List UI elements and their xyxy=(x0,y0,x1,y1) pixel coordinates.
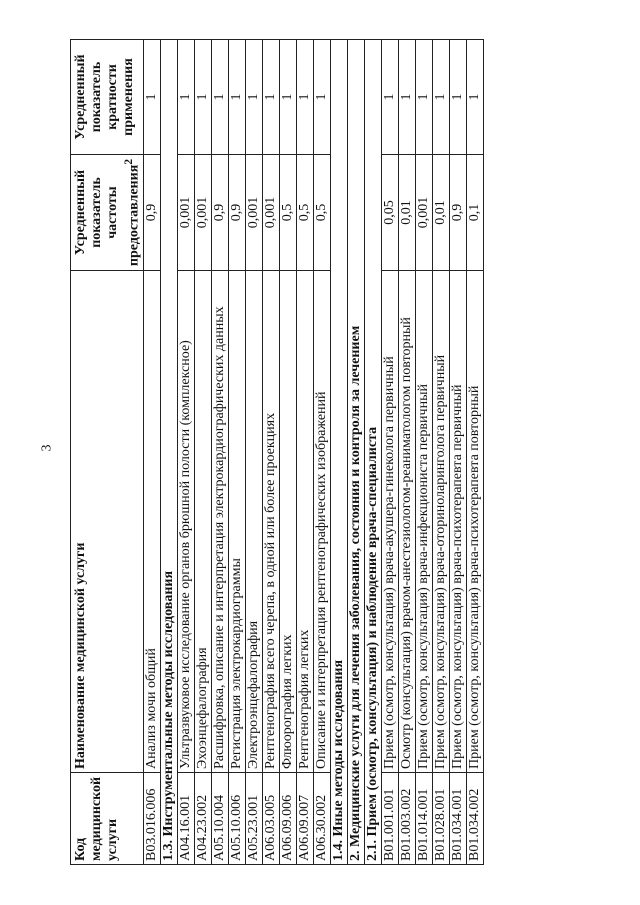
table-row xyxy=(279,40,296,865)
cell-multiplicity: 1 xyxy=(228,40,245,155)
cell-multiplicity: 1 xyxy=(398,40,415,155)
cell-frequency: 0,01 xyxy=(432,155,449,271)
cell-code: B01.014.001 xyxy=(415,773,432,865)
section-label: 1.3. Инструментальные методы исследования xyxy=(160,40,177,865)
cell-multiplicity: 1 xyxy=(296,40,313,155)
cell-multiplicity: 1 xyxy=(415,40,432,155)
cell-name: Прием (осмотр, консультация) врача-психотерапевта повторный xyxy=(466,271,483,773)
cell-name: Электроэнцефалография xyxy=(245,271,262,773)
cell-name: Прием (осмотр, консультация) врача-оториноларинголога первичный xyxy=(432,271,449,773)
cell-frequency: 0,001 xyxy=(194,155,211,271)
cell-code: B03.016.006 xyxy=(143,773,160,865)
cell-code: B01.001.001 xyxy=(381,773,398,865)
cell-multiplicity: 1 xyxy=(279,40,296,155)
section-label: 1.4. Иные методы исследования xyxy=(330,40,347,865)
cell-code: B01.034.002 xyxy=(466,773,483,865)
cell-frequency: 0,9 xyxy=(211,155,228,271)
table-row xyxy=(211,40,228,865)
cell-code: A06.09.007 xyxy=(296,773,313,865)
section-row xyxy=(330,40,347,865)
cell-frequency: 0,9 xyxy=(228,155,245,271)
cell-code: A04.16.001 xyxy=(177,773,194,865)
cell-frequency: 0,5 xyxy=(313,155,330,271)
cell-code: A05.10.006 xyxy=(228,773,245,865)
header-code: Код медицинской услуги xyxy=(71,773,144,865)
cell-frequency: 0,05 xyxy=(381,155,398,271)
table-row xyxy=(245,40,262,865)
cell-name: Регистрация электрокардиограммы xyxy=(228,271,245,773)
cell-multiplicity: 1 xyxy=(194,40,211,155)
cell-multiplicity: 1 xyxy=(262,40,279,155)
section-label: 2.1. Прием (осмотр, консультация) и наблюдение врача-специалиста xyxy=(364,40,381,865)
cell-name: Флюорография легких xyxy=(279,271,296,773)
cell-code: A04.23.002 xyxy=(194,773,211,865)
table-row xyxy=(449,40,466,865)
cell-name: Эхоэнцефалография xyxy=(194,271,211,773)
table-row xyxy=(466,40,483,865)
cell-name: Рентгенография всего черепа, в одной или более проекциях xyxy=(262,271,279,773)
cell-code: B01.028.001 xyxy=(432,773,449,865)
table-row xyxy=(415,40,432,865)
cell-multiplicity: 1 xyxy=(381,40,398,155)
cell-multiplicity: 1 xyxy=(211,40,228,155)
cell-multiplicity: 1 xyxy=(143,40,160,155)
table-body xyxy=(143,40,483,865)
table-row xyxy=(194,40,211,865)
cell-frequency: 0,001 xyxy=(415,155,432,271)
header-frequency-footnote: 2 xyxy=(122,158,135,165)
section-row xyxy=(160,40,177,865)
cell-frequency: 0,001 xyxy=(262,155,279,271)
table-row xyxy=(143,40,160,865)
section-label: 2. Медицинские услуги для лечения заболевания, состояния и контроля за лечением xyxy=(347,40,364,865)
cell-code: A05.23.001 xyxy=(245,773,262,865)
header-name: Наименование медицинской услуги xyxy=(71,271,144,773)
cell-name: Прием (осмотр, консультация) врача-акушера-гинеколога первичный xyxy=(381,271,398,773)
services-table xyxy=(70,39,484,865)
cell-code: A05.10.004 xyxy=(211,773,228,865)
cell-name: Ультразвуковое исследование органов брюшной полости (комплексное) xyxy=(177,271,194,773)
cell-multiplicity: 1 xyxy=(432,40,449,155)
page-number: 3 xyxy=(39,444,55,452)
table-row xyxy=(432,40,449,865)
cell-name: Анализ мочи общий xyxy=(143,271,160,773)
cell-code: A06.03.005 xyxy=(262,773,279,865)
cell-code: B01.003.002 xyxy=(398,773,415,865)
cell-frequency: 0,9 xyxy=(449,155,466,271)
cell-code: A06.09.006 xyxy=(279,773,296,865)
cell-name: Прием (осмотр, консультация) врача-инфекциониста первичный xyxy=(415,271,432,773)
table-row xyxy=(313,40,330,865)
header-frequency xyxy=(71,155,144,271)
header-multiplicity: Усредненный показатель кратности применения xyxy=(71,40,144,155)
cell-frequency: 0,01 xyxy=(398,155,415,271)
cell-code: A06.30.002 xyxy=(313,773,330,865)
cell-frequency: 0,001 xyxy=(245,155,262,271)
cell-name: Рентгенография легких xyxy=(296,271,313,773)
table-row xyxy=(296,40,313,865)
cell-multiplicity: 1 xyxy=(313,40,330,155)
cell-frequency: 0,9 xyxy=(143,155,160,271)
cell-multiplicity: 1 xyxy=(177,40,194,155)
cell-name: Расшифровка, описание и интерпретация электрокардиографических данных xyxy=(211,271,228,773)
table-row xyxy=(381,40,398,865)
table-row xyxy=(228,40,245,865)
cell-name: Осмотр (консультация) врачом-анестезиологом-реаниматологом повторный xyxy=(398,271,415,773)
table-header-row xyxy=(71,40,144,865)
cell-multiplicity: 1 xyxy=(449,40,466,155)
cell-frequency: 0,001 xyxy=(177,155,194,271)
cell-code: B01.034.001 xyxy=(449,773,466,865)
cell-name: Прием (осмотр, консультация) врача-психотерапевта первичный xyxy=(449,271,466,773)
header-frequency-text: Усредненный показатель частоты предоставления xyxy=(73,164,142,267)
rotated-page xyxy=(70,40,572,865)
cell-name: Описание и интерпретация рентгенографических изображений xyxy=(313,271,330,773)
table-row xyxy=(177,40,194,865)
cell-frequency: 0,1 xyxy=(466,155,483,271)
table-row xyxy=(262,40,279,865)
table-row xyxy=(398,40,415,865)
cell-multiplicity: 1 xyxy=(245,40,262,155)
section-row xyxy=(364,40,381,865)
cell-multiplicity: 1 xyxy=(466,40,483,155)
cell-frequency: 0,5 xyxy=(279,155,296,271)
cell-frequency: 0,5 xyxy=(296,155,313,271)
section-row xyxy=(347,40,364,865)
